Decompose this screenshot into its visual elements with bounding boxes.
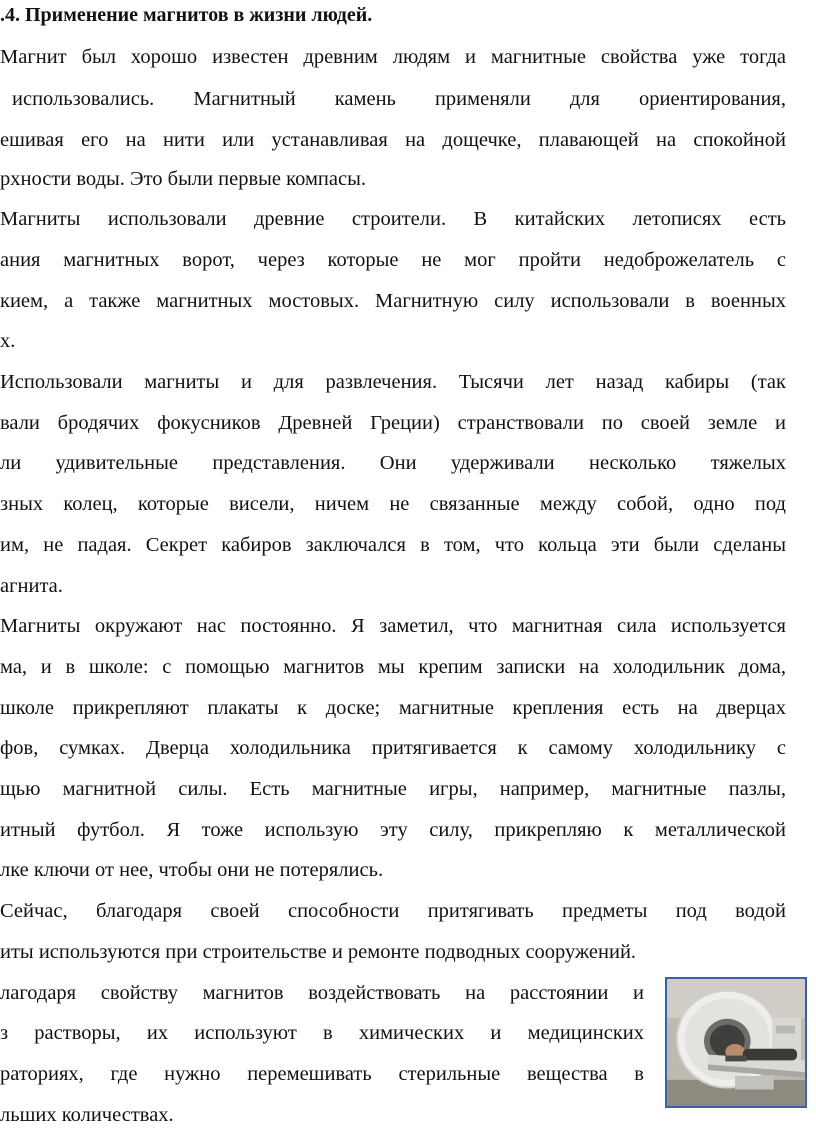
paragraph-line: Магнит был хорошо известен древним людям и магнитные свойства уже тогда: [0, 46, 786, 68]
paragraph-line: лагодаря свойству магнитов воздействовать на расстоянии и: [0, 982, 644, 1004]
section-heading: .4. Применение магнитов в жизни людей.: [0, 4, 373, 26]
paragraph-line: з растворы, их используют в химических и медицинских: [0, 1022, 644, 1044]
paragraph-line: ли удивительные представления. Они удерживали несколько тяжелых: [0, 452, 786, 474]
mri-scanner-photo: [665, 977, 807, 1108]
paragraph-line: Магниты окружают нас постоянно. Я заметил, что магнитная сила используется: [0, 615, 786, 637]
paragraph-line: ма, и в школе: с помощью магнитов мы крепим записки на холодильник дома,: [0, 656, 786, 678]
paragraph-line: рхности воды. Это были первые компасы.: [0, 168, 366, 190]
paragraph-line: итный футбол. Я тоже использую эту силу, прикрепляю к металлической: [0, 819, 786, 841]
paragraph-line: Использовали магниты и для развлечения. Тысячи лет назад кабиры (так: [0, 371, 786, 393]
paragraph-line: ания магнитных ворот, через которые не мог пройти недоброжелатель с: [0, 249, 786, 271]
paragraph-line: Сейчас, благодаря своей способности притягивать предметы под водой: [0, 900, 786, 922]
paragraph-line: щью магнитной силы. Есть магнитные игры, например, магнитные пазлы,: [0, 778, 786, 800]
paragraph-line: лке ключи от нее, чтобы они не потерялись.: [0, 859, 384, 881]
paragraph-line: фов, сумках. Дверца холодильника притягивается к самому холодильнику с: [0, 737, 786, 759]
paragraph-line: раториях, где нужно перемешивать стерильные вещества в: [0, 1063, 644, 1085]
paragraph-line: иты используются при строительстве и ремонте подводных сооружений.: [0, 941, 637, 963]
paragraph-line: им, не падая. Секрет кабиров заключался в том, что кольца эти были сделаны: [0, 534, 786, 556]
mri-scanner-illustration: [667, 979, 805, 1106]
paragraph-line: х.: [0, 330, 16, 352]
paragraph-line: зных колец, которые висели, ничем не связанные между собой, одно под: [0, 493, 786, 515]
paragraph-line: использовались. Магнитный камень применяли для ориентирования,: [12, 88, 786, 110]
paragraph-line: Магниты использовали древние строители. В китайских летописях есть: [0, 208, 786, 230]
paragraph-line: агнита.: [0, 575, 63, 597]
paragraph-line: кием, а также магнитных мостовых. Магнитную силу использовали в военных: [0, 290, 786, 312]
paragraph-line: вали бродячих фокусников Древней Греции) странствовали по своей земле и: [0, 412, 786, 434]
paragraph-line: школе прикрепляют плакаты к доске; магнитные крепления есть на дверцах: [0, 697, 786, 719]
paragraph-line: льших количествах.: [0, 1104, 174, 1126]
paragraph-line: ешивая его на нити или устанавливая на дощечке, плавающей на спокойной: [0, 129, 786, 151]
